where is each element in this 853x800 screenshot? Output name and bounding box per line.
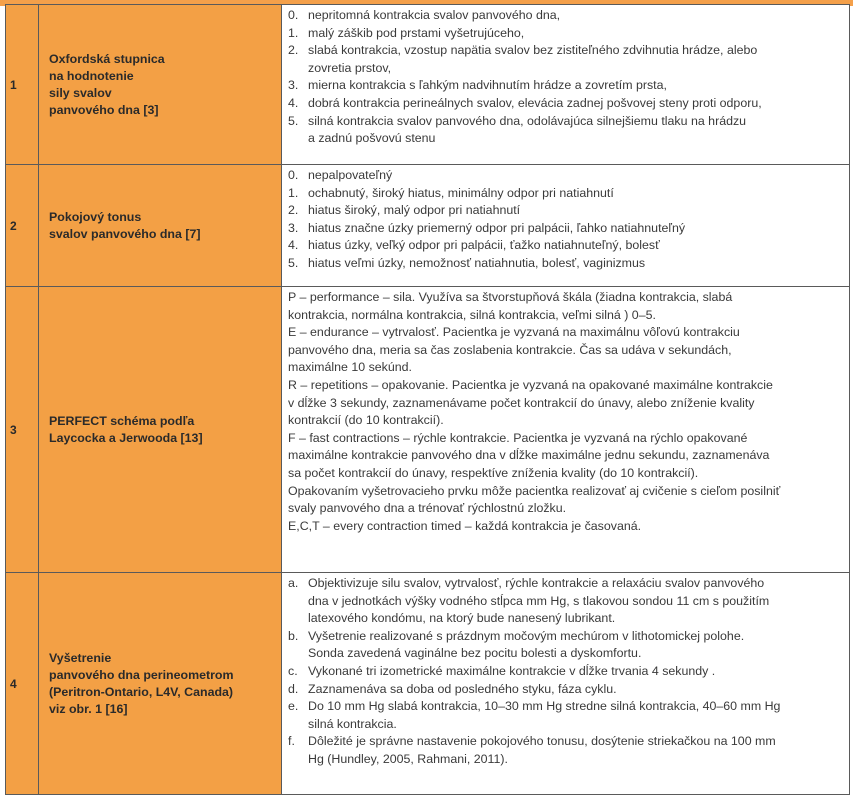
list-marker: f. <box>288 734 295 749</box>
description-cell <box>282 573 850 795</box>
description-cell <box>282 5 850 165</box>
method-name-line: Pokojový tonus <box>49 209 142 224</box>
method-name-line: na hodnotenie <box>49 68 134 83</box>
list-item-continuation: silná kontrakcia. <box>308 716 397 731</box>
list-item-text: mierna kontrakcia s ľahkým nadvihnutím hrádze a zovretím prsta, <box>308 78 667 93</box>
list-item-text: nepalpovateľný <box>308 168 393 182</box>
list-item-text: dobrá kontrakcia perineálnych svalov, elevácia zadnej pošvovej steny proti odporu, <box>308 95 762 110</box>
list-item-text: hiatus značne úzky priemerný odpor pri palpácii, ľahko natiahnuteľný <box>308 220 686 235</box>
table-row <box>6 287 850 573</box>
paragraph-line: kontrakcia, normálna kontrakcia, silná kontrakcia, veľmi silná ) 0–5. <box>288 307 656 322</box>
paragraph-line: sa počet kontrakcií do únavy, respektíve zníženia kvality (do 10 kontrakcií). <box>288 465 699 480</box>
method-name-line: Laycocka a Jerwooda [13] <box>49 430 203 445</box>
list-item-text: hiatus široký, malý odpor pri natiahnutí <box>308 203 521 218</box>
method-name-line: panvového dna [3] <box>49 102 159 117</box>
list-marker: 0. <box>288 8 299 22</box>
list-marker: 3. <box>288 220 299 235</box>
method-name-line: sily svalov <box>49 85 112 100</box>
row-number: 3 <box>6 287 39 573</box>
method-name-cell <box>39 573 282 795</box>
list-marker: b. <box>288 628 299 643</box>
list-item <box>288 113 845 131</box>
method-name-line: Oxfordská stupnica <box>49 51 165 66</box>
list-item-text: slabá kontrakcia, vzostup napätia svalov bez zistiteľného zdvihnutia hrádze, alebo <box>308 43 758 58</box>
paragraph-line: F – fast contractions – rýchle kontrakcie. Pacientka je vyzvaná na rýchlo opakované <box>288 430 748 445</box>
list-marker: 2. <box>288 203 299 218</box>
list-item <box>288 698 845 716</box>
method-name-cell <box>39 165 282 287</box>
list-item-text: Objektivizuje silu svalov, vytrvalosť, rýchle kontrakcie a relaxáciu svalov panvového <box>308 576 765 590</box>
list-item <box>288 237 845 255</box>
list-item <box>288 575 845 593</box>
list-marker: 1. <box>288 25 299 40</box>
table-row <box>6 573 850 795</box>
description-cell <box>282 165 850 287</box>
assessment-table <box>5 4 850 795</box>
list-item-text: hiatus úzky, veľký odpor pri palpácii, ťažko natiahnuteľný, bolesť <box>308 238 660 253</box>
list-marker: 4. <box>288 95 299 110</box>
list-marker: e. <box>288 699 299 714</box>
row-number: 1 <box>6 5 39 165</box>
list-item-continuation: latexového kondómu, na ktorý bude nanesený lubrikant. <box>308 611 616 626</box>
row-number: 4 <box>6 573 39 795</box>
description-cell <box>282 287 850 573</box>
list-item <box>288 77 845 95</box>
paragraph-line: maximálne 10 sekúnd. <box>288 360 412 375</box>
list-item-continuation: dna v jednotkách výšky vodného stĺpca mm Hg, s tlakovou sondou 11 cm s použitím <box>308 593 770 608</box>
list-item-text: Vyšetrenie realizované s prázdnym močovým mechúrom v lithotomickej polohe. <box>308 628 745 643</box>
paragraph-line: E,C,T – every contraction timed – každá kontrakcia je časovaná. <box>288 518 642 533</box>
list-marker: 1. <box>288 185 299 200</box>
list-item <box>288 202 845 220</box>
method-name-line: Vyšetrenie <box>49 650 112 665</box>
paragraph-line: panvového dna, meria sa čas zoslabenia kontrakcie. Čas sa udáva v sekundách, <box>288 342 732 357</box>
list-item-continuation: zovretia prstov, <box>308 60 392 75</box>
list-item <box>288 681 845 699</box>
list-marker: c. <box>288 663 298 678</box>
list-item-text: Dôležité je správne nastavenie pokojového tonusu, dosýtenie striekačkou na 100 mm <box>308 734 776 749</box>
paragraph-line: Opakovaním vyšetrovacieho prvku môže pacientka realizovať aj cvičenie s cieľom posilniť <box>288 483 781 498</box>
list-item-text: nepritomná kontrakcia svalov panvového dna, <box>308 8 561 22</box>
list-item <box>288 25 845 43</box>
list-marker: 2. <box>288 43 299 58</box>
list-item-text: Vykonané tri izometrické maximálne kontrakcie v dĺžke trvania 4 sekundy . <box>308 663 716 678</box>
list-marker: 5. <box>288 255 299 270</box>
list-item <box>288 255 845 273</box>
method-name-line: (Peritron-Ontario, L4V, Canada) <box>49 684 234 699</box>
list-item <box>288 95 845 113</box>
paragraph-line: R – repetitions – opakovanie. Pacientka je vyzvaná na opakované maximálne kontrakcie <box>288 377 773 392</box>
list-item-text: Zaznamenáva sa doba od posledného styku, fáza cyklu. <box>308 681 617 696</box>
paragraph-line: v dĺžke 3 sekundy, zaznamenávame počet kontrakcií do únavy, alebo zníženie kvality <box>288 395 755 410</box>
paragraph-line: E – endurance – vytrvalosť. Pacientka je vyzvaná na maximálnu vôľovú kontrakciu <box>288 325 740 340</box>
method-name-cell <box>39 287 282 573</box>
list-item <box>288 167 845 185</box>
method-name-line: svalov panvového dna [7] <box>49 226 201 241</box>
list-item-text: Do 10 mm Hg slabá kontrakcia, 10–30 mm Hg stredne silná kontrakcia, 40–60 mm Hg <box>308 699 781 714</box>
method-name-line: PERFECT schéma podľa <box>49 413 195 428</box>
list-item-text: silná kontrakcia svalov panvového dna, odolávajúca silnejšiemu tlaku na hrádzu <box>308 113 747 128</box>
list-item <box>288 7 845 25</box>
list-item <box>288 663 845 681</box>
list-marker: 5. <box>288 113 299 128</box>
method-name-cell <box>39 5 282 165</box>
paragraph-line: maximálne kontrakcie panvového dna v dĺžke maximálne jednu sekundu, zaznamenáva <box>288 448 770 463</box>
table-row <box>6 165 850 287</box>
row-number: 2 <box>6 165 39 287</box>
list-marker: a. <box>288 576 299 590</box>
paragraph-line: kontrakcií (do 10 kontrakcií). <box>288 413 444 428</box>
list-marker: 4. <box>288 238 299 253</box>
list-item <box>288 733 845 751</box>
method-name-line: viz obr. 1 [16] <box>49 701 128 716</box>
table-body <box>6 5 850 795</box>
list-item-text: hiatus veľmi úzky, nemožnosť natiahnutia, bolesť, vaginizmus <box>308 255 646 270</box>
list-item <box>288 185 845 203</box>
list-item-continuation: a zadnú pošvovú stenu <box>308 131 436 146</box>
list-marker: 3. <box>288 78 299 93</box>
list-item-text: ochabnutý, široký hiatus, minimálny odpor pri natiahnutí <box>308 185 614 200</box>
list-item <box>288 628 845 646</box>
method-name-line: panvového dna perineometrom <box>49 667 234 682</box>
list-item-text: malý záškib pod prstami vyšetrujúceho, <box>308 25 525 40</box>
list-item-continuation: Hg (Hundley, 2005, Rahmani, 2011). <box>308 751 508 766</box>
paragraph-line: svaly panvového dna a trénovať rýchlostnú zložku. <box>288 501 567 516</box>
list-item-continuation: Sonda zavedená vaginálne bez pocitu bolesti a dyskomfortu. <box>308 646 642 661</box>
table-row <box>6 5 850 165</box>
paragraph-line: P – performance – sila. Využíva sa štvorstupňová škála (žiadna kontrakcia, slabá <box>288 290 733 304</box>
list-marker: d. <box>288 681 299 696</box>
list-item <box>288 42 845 60</box>
list-item <box>288 220 845 238</box>
list-marker: 0. <box>288 168 299 182</box>
